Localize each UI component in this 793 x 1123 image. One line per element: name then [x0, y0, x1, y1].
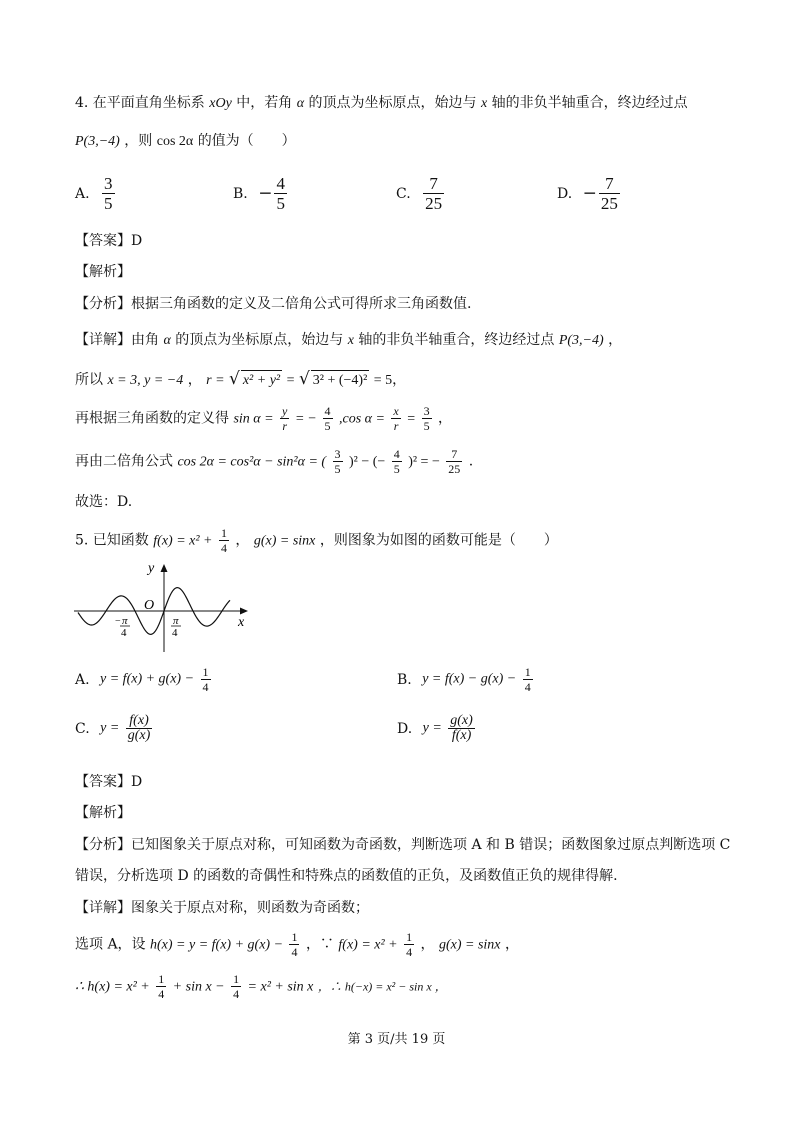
- q4-definition-line: 再根据三角函数的定义得 sin α = $\frac{y}{r}$ = − $\frac{4}{5}$ ,cos α = $\frac{x}{r}$ = $\frac{3}{5}$ ，: [75, 404, 453, 433]
- fraction: $\frac{1}{4}$: [158, 972, 165, 1001]
- q4-option-d: D. − $\frac{7}{25}$: [557, 174, 618, 213]
- q5-option-a-analysis: 选项 A，设 h(x) = y = f(x) + g(x) − $\frac{1}{4}$ ，∵ f(x) = x² + $\frac{1}{4}$ ， g(x) = sinx ，: [75, 930, 519, 959]
- fraction: $\frac{7}{25}$: [600, 174, 618, 213]
- pos-tick-den: 4: [172, 627, 178, 639]
- y-axis-arrow-icon: [161, 564, 168, 572]
- q4-analysis-heading: 【解析】: [75, 264, 131, 280]
- q4-stem-line1: 4. 在平面直角坐标系 xOy 中，若角 α 的顶点为坐标原点，始边与 x 轴的非负半轴重合，终边经过点: [75, 95, 688, 111]
- neg-tick-pi: π: [122, 615, 128, 627]
- q4-stem-line2: P(3,−4) ，则 cos 2α 的值为（ ）: [75, 133, 296, 149]
- q5-analysis-heading: 【解析】: [75, 805, 131, 821]
- q5-fenxi-line1: 【分析】已知图象关于原点对称，可知函数为奇函数，判断选项 A 和 B 错误；函数图象过原点判断选项 C: [75, 837, 731, 853]
- fraction: $\frac{x}{r}$: [393, 404, 399, 433]
- origin-label: O: [144, 598, 155, 613]
- fraction: $\frac{1}{4}$: [233, 972, 240, 1001]
- q4-option-c: C. $\frac{7}{25}$: [396, 174, 443, 213]
- y-axis-label: y: [148, 561, 155, 576]
- q5-option-c: C. y = $\frac{f(x)}{g(x)}$: [75, 713, 151, 743]
- neg-tick-sign: −: [115, 616, 121, 627]
- fraction: $\frac{7}{25}$: [425, 174, 443, 213]
- q5-h-expression: ∴ h(x) = x² + $\frac{1}{4}$ + sin x − $\frac{1}{4}$ = x² + sin x ，∴ h(−x) = x² − sin x ，: [75, 972, 447, 1001]
- fraction: $\frac{3}{5}$: [423, 404, 430, 433]
- fraction: $\frac{3}{5}$: [104, 174, 113, 213]
- q4-option-a: A. $\frac{3}{5}$: [75, 174, 113, 213]
- q4-answer: 【答案】D: [75, 233, 143, 249]
- q4-fenxi: 【分析】根据三角函数的定义及二倍角公式可得所求三角函数值.: [75, 296, 472, 312]
- q5-option-d: D. y = $\frac{g(x)}{f(x)}$: [397, 713, 473, 743]
- q5-answer: 【答案】D: [75, 774, 143, 790]
- pos-tick-pi: π: [173, 615, 179, 627]
- fraction: $\frac{1}{4}$: [202, 665, 209, 694]
- neg-tick-den: 4: [121, 627, 127, 639]
- fraction: $\frac{1}{4}$: [524, 665, 531, 694]
- q5-option-a: A. y = f(x) + g(x) − $\frac{1}{4}$: [75, 665, 209, 694]
- page-footer: 第 3 页/共 19 页: [347, 1032, 446, 1047]
- q5-detail-line1: 【详解】图象关于原点对称，则函数为奇函数；: [75, 900, 369, 916]
- fraction: $\frac{f(x)}{g(x)}$: [127, 713, 151, 743]
- fraction: $\frac{4}{5}$: [324, 404, 331, 433]
- q4-choose: 故选：D.: [75, 494, 133, 510]
- fraction: $\frac{7}{25}$: [448, 447, 461, 476]
- fraction: $\frac{y}{r}$: [282, 404, 288, 433]
- q4-option-b: B. − $\frac{4}{5}$: [233, 174, 285, 213]
- x-axis-label: x: [238, 615, 245, 630]
- q5-option-b: B. y = f(x) − g(x) − $\frac{1}{4}$: [397, 665, 531, 694]
- fraction: $\frac{3}{5}$: [334, 447, 341, 476]
- x-axis-arrow-icon: [240, 608, 248, 615]
- fraction: $\frac{1}{4}$: [220, 526, 227, 555]
- function-graph: [72, 560, 252, 656]
- fraction: $\frac{g(x)}{f(x)}$: [450, 713, 473, 743]
- q5-stem: 5. 已知函数 f(x) = x² + $\frac{1}{4}$ ， g(x) = sinx ，则图象为如图的函数可能是（ ）: [75, 526, 558, 555]
- q4-double-angle-line: 再由二倍角公式 cos 2α = cos²α − sin²α = ( $\frac{3}{5}$ )² − (− $\frac{4}{5}$ )² = − $\frac{7}{25}$ .: [75, 447, 474, 476]
- fraction: $\frac{1}{4}$: [406, 930, 413, 959]
- fraction: $\frac{1}{4}$: [291, 930, 298, 959]
- fraction: $\frac{4}{5}$: [276, 174, 285, 213]
- q4-detail-line: 【详解】由角 α 的顶点为坐标原点，始边与 x 轴的非负半轴重合，终边经过点 P(3,−4) ，: [75, 332, 623, 348]
- fraction: $\frac{4}{5}$: [393, 447, 400, 476]
- q5-fenxi-line2: 错误，分析选项 D 的函数的奇偶性和特殊点的函数值的正负，及函数值正负的规律得解.: [75, 868, 618, 884]
- q4-radius-line: 所以 x = 3, y = −4 ， r = √ x² + y² = √ 3² + (−4)² = 5，: [75, 369, 407, 389]
